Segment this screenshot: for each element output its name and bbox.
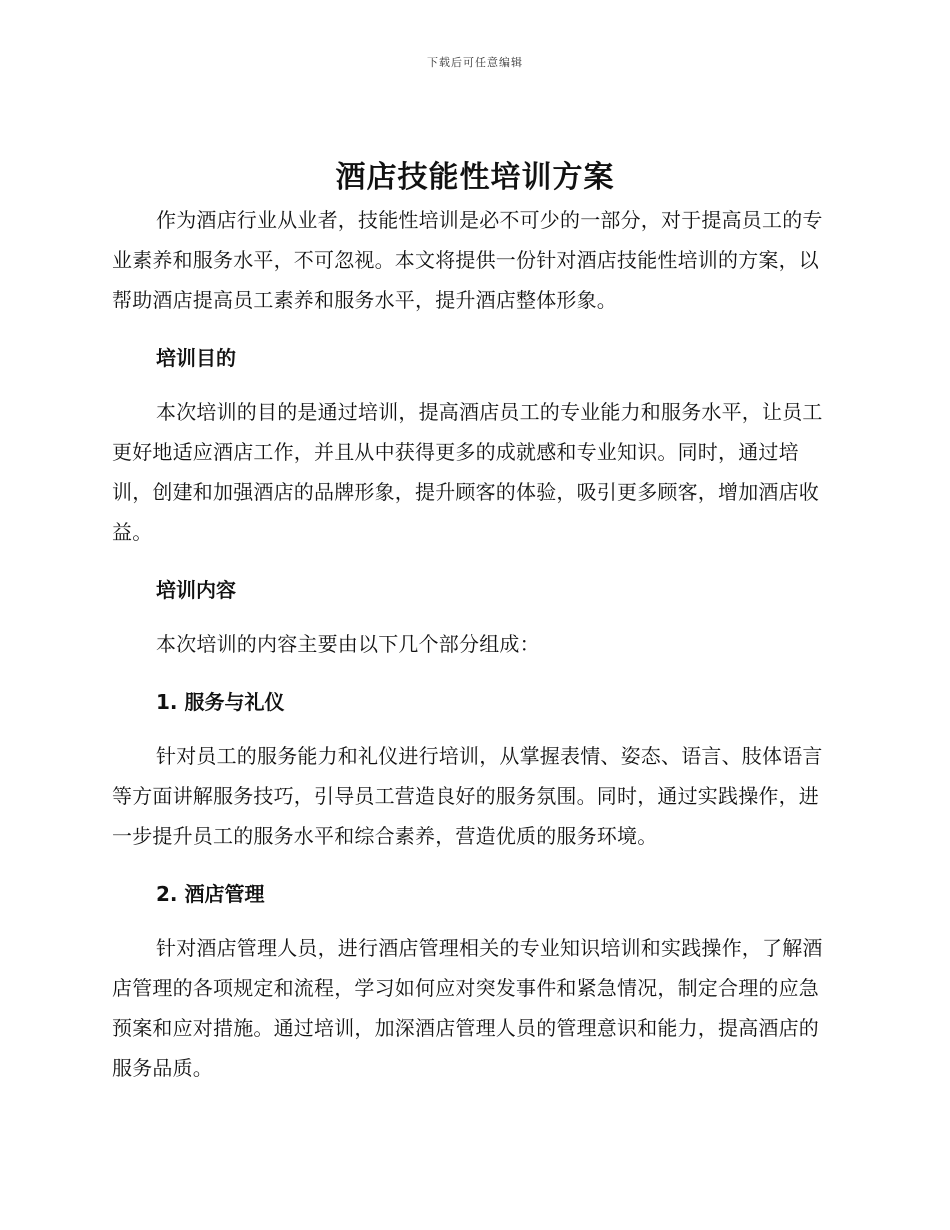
section-text-purpose: 本次培训的目的是通过培训，提高酒店员工的专业能力和服务水平，让员工更好地适应酒店工作，并且从中获得更多的成就感和专业知识。同时，通过培训，创建和加强酒店的品牌形象，提升顾客的体验，吸引更多顾客，增加酒店收益。 xyxy=(112,400,823,544)
section-heading-service: 1. 服务与礼仪 xyxy=(156,690,285,714)
document-body xyxy=(112,200,832,1088)
section-heading-management: 2. 酒店管理 xyxy=(156,882,265,906)
section-heading-purpose: 培训目的 xyxy=(156,346,236,370)
section-text-service: 针对员工的服务能力和礼仪进行培训，从掌握表情、姿态、语言、肢体语言等方面讲解服务技巧，引导员工营造良好的服务氛围。同时，通过实践操作，进一步提升员工的服务水平和综合素养，营造优质的服务环境。 xyxy=(112,744,823,848)
header-note: 下载后可任意编辑 xyxy=(427,56,523,69)
section-text-management: 针对酒店管理人员，进行酒店管理相关的专业知识培训和实践操作，了解酒店管理的各项规定和流程，学习如何应对突发事件和紧急情况，制定合理的应急预案和应对措施。通过培训，加深酒店管理人员的管理意识和能力，提高酒店的服务品质。 xyxy=(112,936,823,1080)
document-title: 酒店技能性培训方案 xyxy=(335,160,615,195)
intro-paragraph: 作为酒店行业从业者，技能性培训是必不可少的一部分，对于提高员工的专业素养和服务水平，不可忽视。本文将提供一份针对酒店技能性培训的方案，以帮助酒店提高员工素养和服务水平，提升酒店整体形象。 xyxy=(112,208,823,312)
section-text-content: 本次培训的内容主要由以下几个部分组成： xyxy=(156,632,540,656)
section-heading-content: 培训内容 xyxy=(156,578,236,602)
